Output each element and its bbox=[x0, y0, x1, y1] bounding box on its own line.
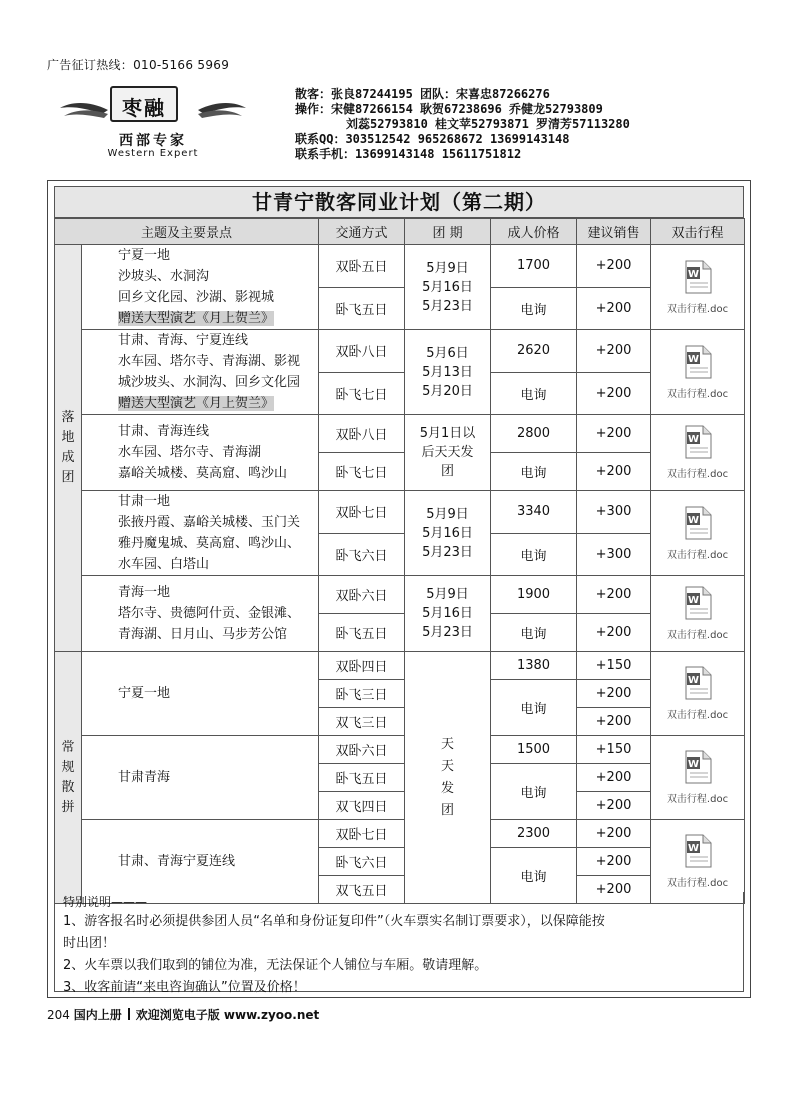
suggested-markup: +200 bbox=[577, 245, 651, 288]
suggested-markup: +200 bbox=[577, 453, 651, 491]
tour-theme: 甘肃青海 bbox=[82, 736, 319, 820]
date-line: 5月9日 bbox=[426, 506, 469, 522]
itinerary-filename[interactable]: 双击行程.doc bbox=[666, 303, 729, 315]
contact-line: 散客：张良87244195 团队：宋喜忠87266276 bbox=[295, 87, 550, 101]
logo-en-text: Western Expert bbox=[107, 148, 199, 159]
gift-show-label: 赠送大型演艺《月上贺兰》 bbox=[118, 311, 275, 326]
adult-price: 1380 bbox=[491, 652, 577, 680]
word-doc-icon[interactable] bbox=[682, 260, 714, 298]
itinerary-download[interactable] bbox=[651, 820, 745, 904]
note-item: 3、收客前请“来电咨询确认”位置及价格！ bbox=[63, 980, 306, 995]
adult-price: 1900 bbox=[491, 576, 577, 614]
itinerary-download[interactable] bbox=[651, 652, 745, 736]
date-line: 5月23日 bbox=[422, 625, 473, 640]
category-label bbox=[55, 652, 82, 904]
svg-text:W: W bbox=[687, 434, 699, 445]
page-title: 甘青宁散客同业计划（第二期） bbox=[54, 186, 744, 218]
adult-price: 电询 bbox=[491, 533, 577, 576]
theme-line: 宁夏一地 bbox=[118, 248, 171, 263]
logo-cn-text: 西部专家 bbox=[119, 133, 187, 149]
itinerary-download[interactable] bbox=[651, 330, 745, 415]
transport: 双卧七日 bbox=[319, 820, 405, 848]
category-char: 拼 bbox=[61, 799, 75, 815]
transport: 双卧八日 bbox=[319, 330, 405, 373]
adult-price: 电询 bbox=[491, 680, 577, 736]
note-item: 1、游客报名时必须提供参团人员“名单和身份证复印件”（火车票实名制订票要求），以保障能按 bbox=[63, 914, 605, 929]
transport: 卧飞五日 bbox=[319, 614, 405, 652]
contact-line: 联系QQ：303512542 965268672 13699143148 bbox=[295, 132, 570, 146]
theme-line: 张掖丹霞、嘉峪关城楼、玉门关 bbox=[118, 515, 301, 530]
itinerary-filename[interactable]: 双击行程.doc bbox=[666, 549, 729, 561]
suggested-markup: +200 bbox=[577, 820, 651, 848]
theme-highlight bbox=[118, 308, 318, 329]
transport: 卧飞六日 bbox=[319, 533, 405, 576]
date-char: 天 bbox=[441, 736, 455, 752]
itinerary-download[interactable] bbox=[651, 245, 745, 330]
adult-price: 电询 bbox=[491, 848, 577, 904]
theme-line: 青海一地 bbox=[118, 585, 171, 600]
theme-line: 水车园、塔尔寺、青海湖 bbox=[118, 445, 262, 460]
table-row bbox=[55, 245, 745, 288]
ad-hotline: 广告征订热线：010-5166 5969 bbox=[47, 58, 230, 72]
suggested-markup: +200 bbox=[577, 792, 651, 820]
table-row bbox=[55, 415, 745, 453]
itinerary-filename[interactable]: 双击行程.doc bbox=[666, 630, 729, 641]
tour-theme: 宁夏一地 bbox=[82, 652, 319, 736]
transport: 双飞五日 bbox=[319, 876, 405, 904]
word-doc-icon[interactable] bbox=[682, 425, 714, 463]
category-char: 落 bbox=[61, 410, 75, 425]
tour-theme bbox=[82, 415, 319, 491]
itinerary-download[interactable] bbox=[651, 576, 745, 652]
date-char: 天 bbox=[441, 758, 455, 774]
logo-seal: 枣融 bbox=[110, 86, 178, 122]
tour-dates bbox=[405, 415, 491, 491]
note-item: 时出团！ bbox=[63, 936, 116, 951]
suggested-markup: +200 bbox=[577, 876, 651, 904]
word-doc-icon[interactable] bbox=[682, 586, 714, 624]
adult-price: 3340 bbox=[491, 491, 577, 534]
itinerary-filename[interactable]: 双击行程.doc bbox=[666, 878, 729, 889]
transport: 卧飞七日 bbox=[319, 372, 405, 415]
suggested-markup: +150 bbox=[577, 652, 651, 680]
note-item: 2、火车票以我们取到的铺位为准，无法保证个人铺位与车厢。敬请理解。 bbox=[63, 958, 488, 973]
itinerary-filename[interactable]: 双击行程.doc bbox=[666, 794, 729, 805]
suggested-markup: +200 bbox=[577, 372, 651, 415]
itinerary-filename[interactable]: 双击行程.doc bbox=[666, 710, 729, 721]
date-line: 5月20日 bbox=[422, 383, 473, 399]
suggested-markup: +200 bbox=[577, 614, 651, 652]
category-label bbox=[55, 245, 82, 652]
category-char: 散 bbox=[61, 779, 75, 795]
theme-line: 水车园、塔尔寺、青海湖、影视 bbox=[118, 354, 301, 369]
svg-text:W: W bbox=[687, 675, 699, 686]
adult-price: 2300 bbox=[491, 820, 577, 848]
tour-dates bbox=[405, 491, 491, 576]
suggested-markup: +200 bbox=[577, 287, 651, 330]
contact-line: 刘蕊52793810 桂文苹52793871 罗清芳57113280 bbox=[346, 117, 630, 131]
column-header: 成人价格 bbox=[491, 219, 577, 245]
word-doc-icon[interactable] bbox=[682, 666, 714, 704]
svg-text:W: W bbox=[687, 843, 699, 854]
adult-price: 电询 bbox=[491, 372, 577, 415]
tour-dates bbox=[405, 245, 491, 330]
suggested-markup: +200 bbox=[577, 708, 651, 736]
theme-line: 塔尔寺、贵德阿什贡、金银滩、 bbox=[118, 606, 301, 621]
table-row bbox=[55, 576, 745, 614]
adult-price: 电询 bbox=[491, 614, 577, 652]
transport: 双卧四日 bbox=[319, 652, 405, 680]
transport: 双飞四日 bbox=[319, 792, 405, 820]
theme-line: 甘肃一地 bbox=[118, 494, 171, 509]
transport: 卧飞五日 bbox=[319, 764, 405, 792]
theme-line: 水车园、白塔山 bbox=[118, 557, 210, 572]
svg-text:W: W bbox=[687, 595, 699, 606]
category-char: 常 bbox=[61, 739, 75, 755]
adult-price: 1500 bbox=[491, 736, 577, 764]
theme-line: 甘肃、青海连线 bbox=[118, 424, 210, 439]
theme-line: 青海湖、日月山、马步芳公馆 bbox=[118, 627, 288, 642]
suggested-markup: +300 bbox=[577, 491, 651, 534]
date-line: 5月9日 bbox=[426, 260, 469, 276]
adult-price: 1700 bbox=[491, 245, 577, 288]
date-char: 团 bbox=[441, 802, 455, 818]
date-line: 5月9日 bbox=[426, 587, 469, 602]
theme-line: 沙坡头、水洞沟 bbox=[118, 269, 210, 284]
itinerary-download[interactable] bbox=[651, 415, 745, 491]
adult-price: 电询 bbox=[491, 764, 577, 820]
transport: 双卧六日 bbox=[319, 736, 405, 764]
date-line: 5月23日 bbox=[422, 298, 473, 314]
table-row bbox=[55, 491, 745, 534]
category-char: 规 bbox=[61, 759, 75, 775]
gift-show-label: 赠送大型演艺《月上贺兰》 bbox=[118, 396, 275, 411]
itinerary-download[interactable] bbox=[651, 491, 745, 576]
category-char: 地 bbox=[61, 430, 75, 445]
tour-theme bbox=[82, 245, 319, 330]
tour-dates bbox=[405, 652, 491, 904]
theme-line: 城沙坡头、水洞沟、回乡文化园 bbox=[118, 375, 301, 390]
suggested-markup: +200 bbox=[577, 764, 651, 792]
suggested-markup: +200 bbox=[577, 415, 651, 453]
suggested-markup: +150 bbox=[577, 736, 651, 764]
adult-price: 电询 bbox=[491, 287, 577, 330]
contact-line: 联系手机：13699143148 15611751812 bbox=[295, 147, 522, 161]
table-row bbox=[55, 330, 745, 373]
footer-divider bbox=[128, 1008, 130, 1020]
transport: 卧飞六日 bbox=[319, 848, 405, 876]
transport: 卧飞三日 bbox=[319, 680, 405, 708]
adult-price: 2620 bbox=[491, 330, 577, 373]
transport: 双卧六日 bbox=[319, 576, 405, 614]
special-notes bbox=[54, 892, 744, 995]
theme-line: 甘肃、青海、宁夏连线 bbox=[118, 333, 249, 348]
word-doc-icon[interactable] bbox=[682, 750, 714, 788]
suggested-markup: +200 bbox=[577, 848, 651, 876]
svg-text:W: W bbox=[687, 353, 699, 365]
transport: 双卧七日 bbox=[319, 491, 405, 534]
tour-table bbox=[54, 218, 745, 904]
tour-dates bbox=[405, 576, 491, 652]
column-header: 交通方式 bbox=[319, 219, 405, 245]
footer-section: 国内上册 bbox=[73, 1008, 122, 1022]
tour-theme bbox=[82, 491, 319, 576]
adult-price: 2800 bbox=[491, 415, 577, 453]
svg-text:W: W bbox=[687, 514, 699, 526]
company-logo bbox=[58, 84, 248, 164]
column-header: 双击行程 bbox=[651, 219, 745, 245]
contact-info bbox=[295, 87, 775, 162]
date-line: 5月16日 bbox=[422, 606, 473, 621]
theme-line: 嘉峪关城楼、莫高窟、鸣沙山 bbox=[118, 466, 288, 481]
adult-price: 电询 bbox=[491, 453, 577, 491]
notes-title: 特别说明——— bbox=[63, 895, 148, 909]
theme-line: 回乡文化园、沙湖、影视城 bbox=[118, 290, 275, 305]
date-line: 5月16日 bbox=[422, 279, 473, 295]
category-char: 成 bbox=[61, 450, 75, 465]
word-doc-icon[interactable] bbox=[682, 834, 714, 872]
footer-text: 欢迎浏览电子版 www.zyoo.net bbox=[135, 1008, 320, 1022]
date-line: 5月23日 bbox=[422, 544, 473, 560]
word-doc-icon[interactable] bbox=[682, 345, 714, 383]
tour-theme bbox=[82, 330, 319, 415]
table-row bbox=[55, 652, 745, 680]
date-line: 5月13日 bbox=[422, 364, 473, 380]
contact-line: 操作：宋健87266154 耿贺67238696 乔健龙52793809 bbox=[295, 102, 603, 116]
column-header: 团 期 bbox=[405, 219, 491, 245]
suggested-markup: +300 bbox=[577, 533, 651, 576]
date-line: 5月6日 bbox=[426, 345, 469, 361]
tour-theme bbox=[82, 576, 319, 652]
transport: 卧飞七日 bbox=[319, 453, 405, 491]
tour-theme: 甘肃、青海宁夏连线 bbox=[82, 820, 319, 904]
column-header: 建议销售 bbox=[577, 219, 651, 245]
date-line: 团 bbox=[441, 464, 455, 479]
tour-dates bbox=[405, 330, 491, 415]
table-row bbox=[55, 736, 745, 764]
svg-text:W: W bbox=[687, 759, 699, 770]
transport: 卧飞五日 bbox=[319, 287, 405, 330]
page-footer bbox=[47, 1006, 319, 1023]
column-header: 主题及主要景点 bbox=[55, 219, 319, 245]
date-line: 5月16日 bbox=[422, 525, 473, 541]
svg-text:W: W bbox=[687, 268, 699, 280]
transport: 双飞三日 bbox=[319, 708, 405, 736]
transport: 双卧五日 bbox=[319, 245, 405, 288]
suggested-markup: +200 bbox=[577, 680, 651, 708]
theme-highlight bbox=[118, 393, 318, 414]
date-char: 发 bbox=[441, 780, 455, 796]
itinerary-filename[interactable]: 双击行程.doc bbox=[666, 469, 729, 480]
transport: 双卧八日 bbox=[319, 415, 405, 453]
suggested-markup: +200 bbox=[577, 576, 651, 614]
table-header-row bbox=[55, 219, 745, 245]
date-line: 5月1日以 bbox=[419, 426, 476, 441]
suggested-markup: +200 bbox=[577, 330, 651, 373]
date-line: 后天天发 bbox=[421, 445, 474, 460]
theme-line: 雅丹魔鬼城、莫高窟、鸣沙山、 bbox=[118, 536, 301, 551]
itinerary-download[interactable] bbox=[651, 736, 745, 820]
page-number: 204 bbox=[47, 1008, 70, 1022]
category-char: 团 bbox=[61, 470, 75, 485]
itinerary-filename[interactable]: 双击行程.doc bbox=[666, 388, 729, 400]
word-doc-icon[interactable] bbox=[682, 506, 714, 544]
table-row bbox=[55, 820, 745, 848]
